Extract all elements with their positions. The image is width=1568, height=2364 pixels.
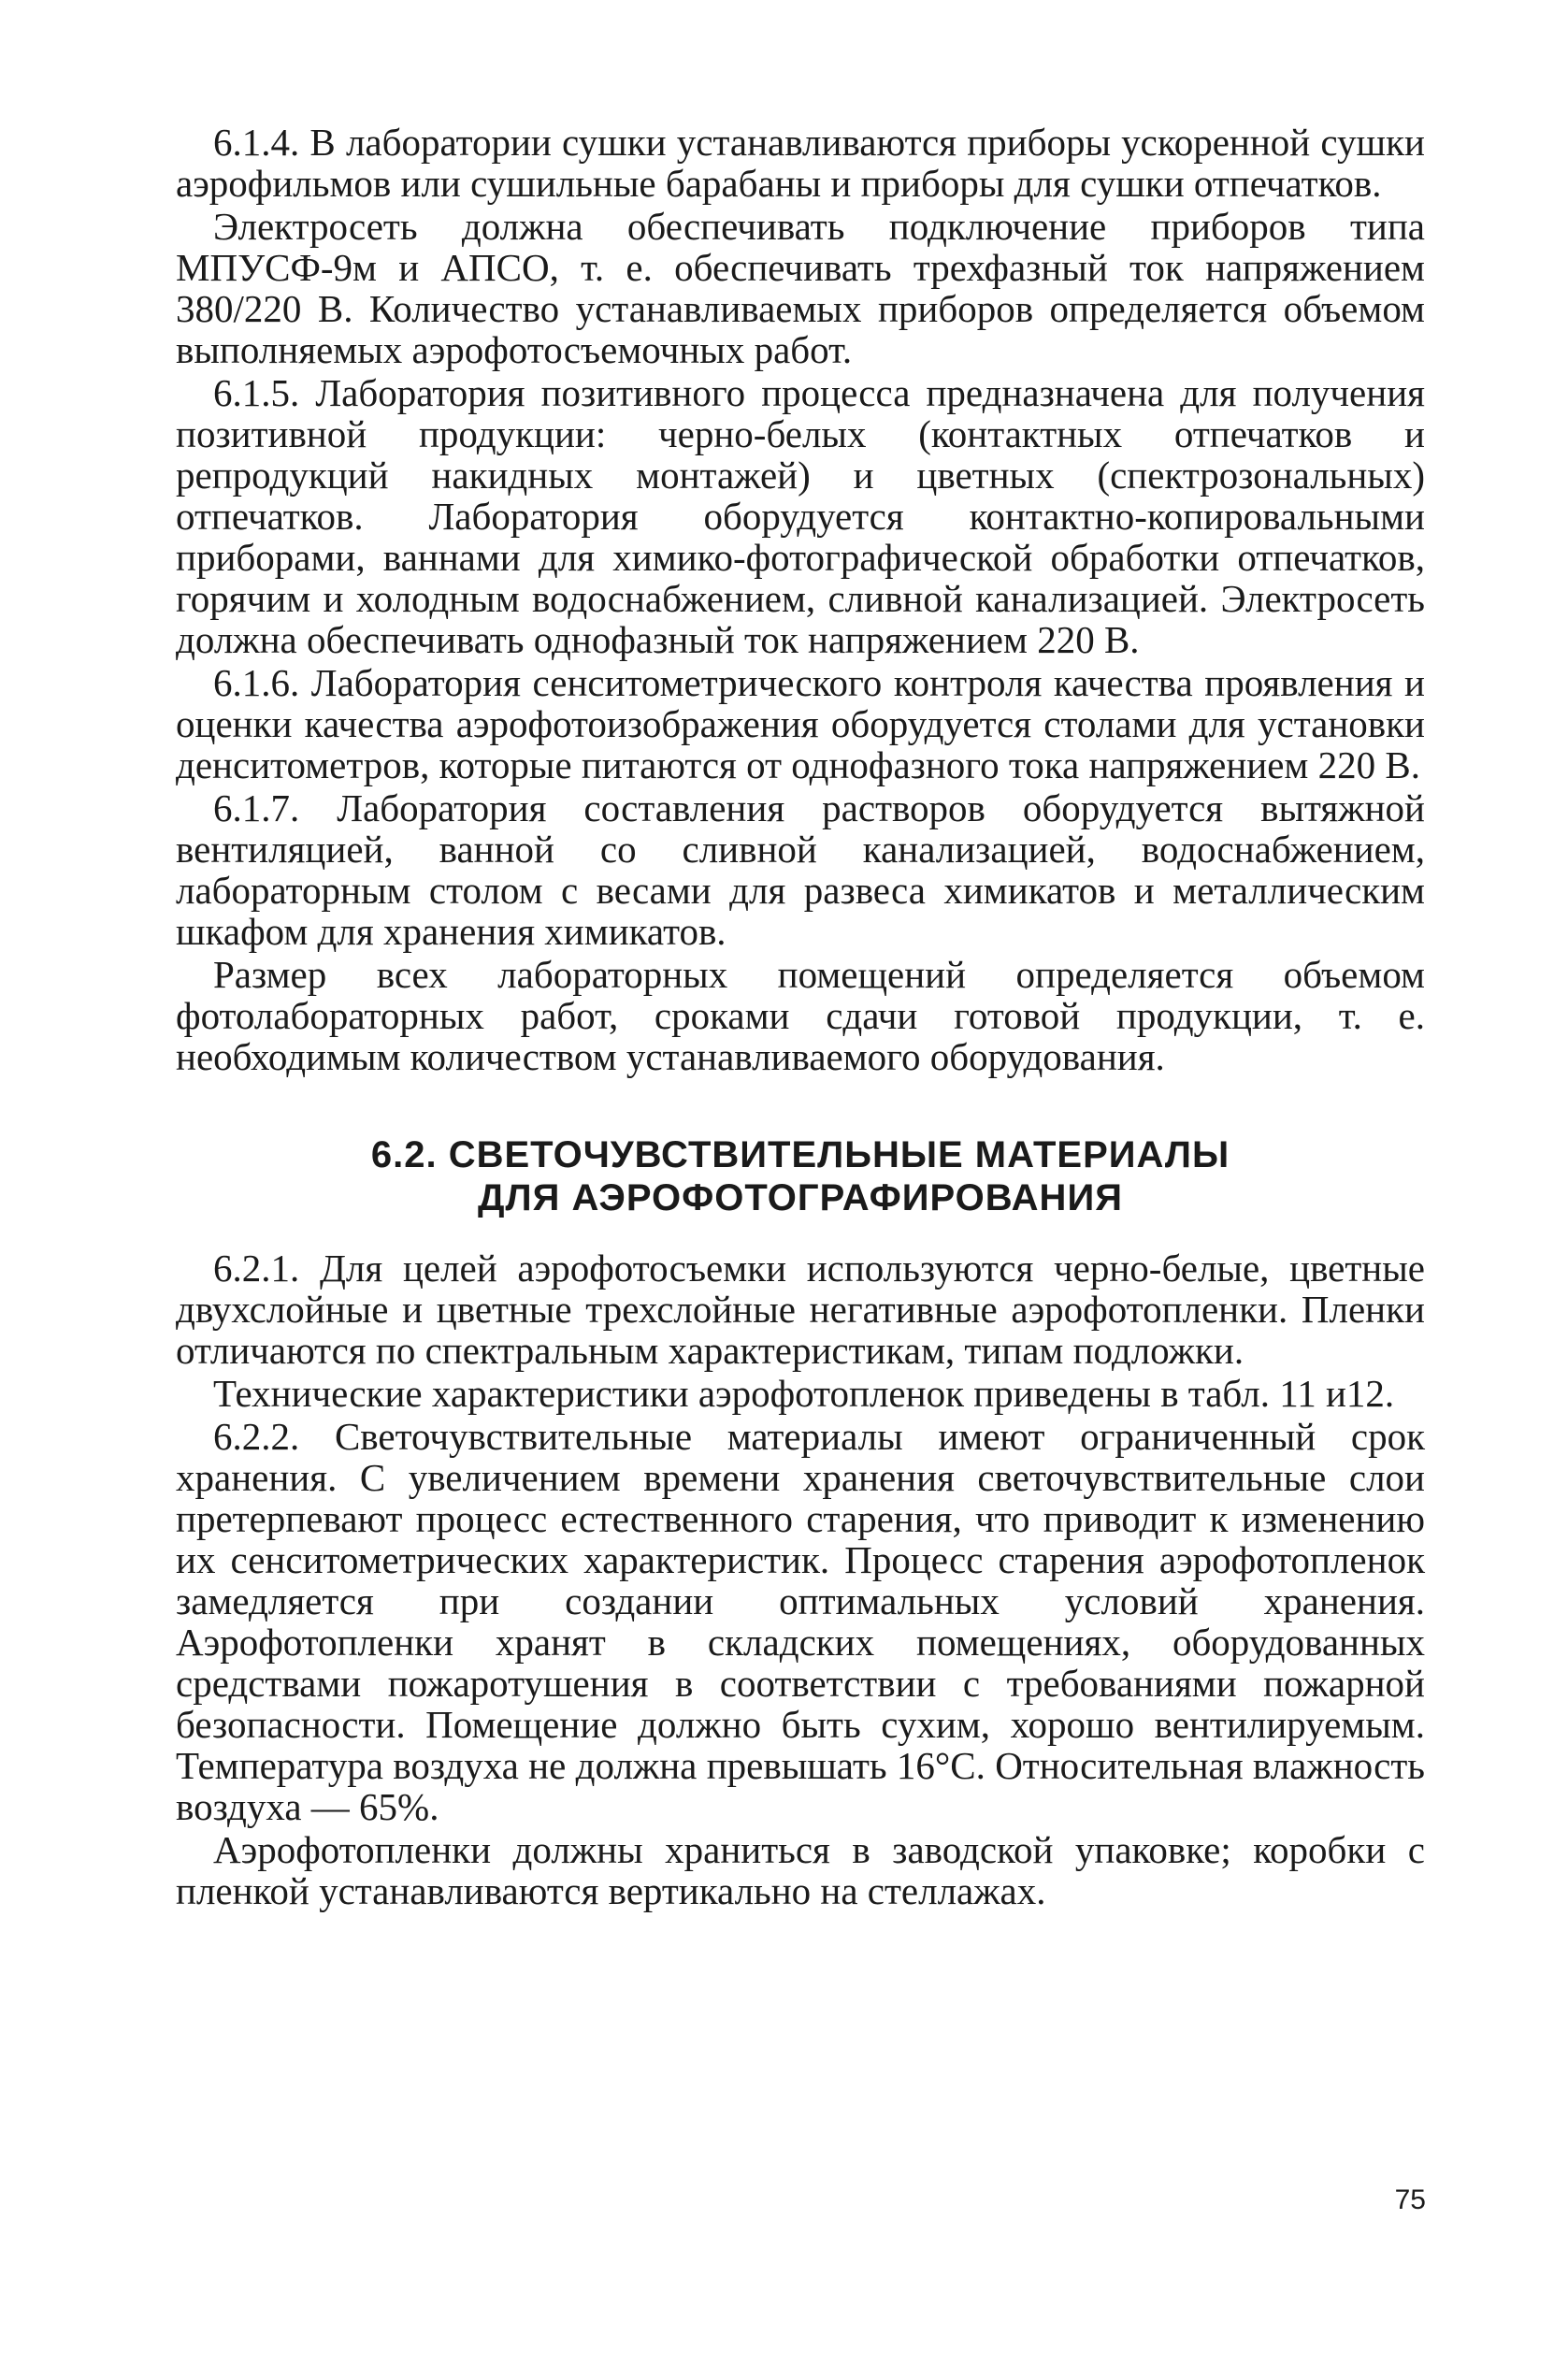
section-heading [176, 1133, 1425, 1219]
paragraph-6-1-5: 6.1.5. Лаборатория позитивного процесса предназначена для получения позитивной продукции: черно-белых (контактных отпечатков и репродукций накидных монтажей) и цветных (спектрозональных) отпечатков. Лаборатория оборудуется контактно-копировальными приборами, ваннами для химико-фотографической обработки отпечатков, горячим и холодным водоснабжением, сливной канализацией. Электросеть должна обеспечивать однофазный ток напряжением 220 В. [176, 371, 1425, 661]
paragraph-room-size: Размер всех лабораторных помещений определяется объемом фотолабораторных работ, сроками сдачи готовой продукции, т. е. необходимым количеством устанавливаемого оборудования. [176, 953, 1425, 1078]
paragraph-6-2-1: 6.2.1. Для целей аэрофотосъемки используются черно-белые, цветные двухслойные и цветные трехслойные негативные аэрофотопленки. Пленки отличаются по спектральным характеристикам, типам подложки. [176, 1247, 1425, 1372]
section-heading-line-1: 6.2. СВЕТОЧУВСТВИТЕЛЬНЫЕ МАТЕРИАЛЫ [370, 1134, 1230, 1175]
paragraph-6-2-2: 6.2.2. Светочувствительные материалы имеют ограниченный срок хранения. С увеличением времени хранения светочувствительные слои претерпевают процесс естественного старения, что приводит к изменению их сенситометрических характеристик. Процесс старения аэрофотопленок замедляется при создании оптимальных условий хранения. Аэрофотопленки хранят в складских помещениях, оборудованных средствами пожаротушения в соответствии с требованиями пожарной безопасности. Помещение должно быть сухим, хорошо вентилируемым. Температура воздуха не должна превышать 16°С. Относительная влажность воздуха — 65%. [176, 1415, 1425, 1828]
paragraph-6-1-7: 6.1.7. Лаборатория составления растворов оборудуется вытяжной вентиляцией, ванной со сливной канализацией, водоснабжением, лабораторным столом с весами для развеса химикатов и металлическим шкафом для хранения химикатов. [176, 786, 1425, 953]
paragraph-6-1-4: 6.1.4. В лаборатории сушки устанавливаются приборы ускоренной сушки аэрофильмов или сушильные барабаны и приборы для сушки отпечатков. [176, 121, 1425, 205]
page-number: 75 [1394, 2184, 1426, 2215]
paragraph-packaging: Аэрофотопленки должны храниться в заводской упаковке; коробки с пленкой устанавливаются вертикально на стеллажах. [176, 1828, 1425, 1912]
paragraph-power-supply: Электросеть должна обеспечивать подключение приборов типа МПУСФ-9м и АПСО, т. е. обеспечивать трехфазный ток напряжением 380/220 В. Количество устанавливаемых приборов определяется объемом выполняемых аэрофотосъемочных работ. [176, 205, 1425, 371]
page-body [176, 122, 1425, 1913]
paragraph-6-1-6: 6.1.6. Лаборатория сенситометрического контроля качества проявления и оценки качества аэрофотоизображения оборудуется столами для установки денситометров, которые питаются от однофазного тока напряжением 220 В. [176, 661, 1425, 786]
section-heading-line-2: ДЛЯ АЭРОФОТОГРАФИРОВАНИЯ [478, 1177, 1123, 1218]
paragraph-tech-specs: Технические характеристики аэрофотопленок приведены в табл. 11 и12. [213, 1372, 1395, 1415]
